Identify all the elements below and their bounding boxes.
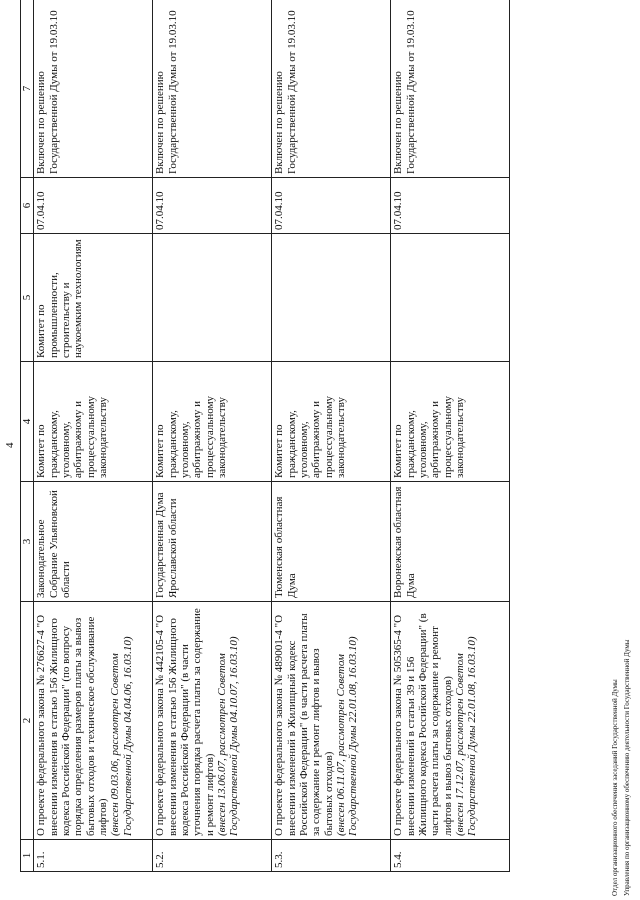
table-row [272,0,391,872]
responsible-committee: Комитет по гражданскому, уголовному, арбитражному и процессуальному законодательству [272,362,391,482]
bill-description [272,602,391,840]
bill-title: О проекте федерального закона № 442105-4 "О внесении изменения в статью 156 Жилищного кодекса Российской Федерации" (в части уточнения порядка расчета платы за содержание и ремонт лифтов) [154,608,216,836]
responsible-committee: Комитет по гражданскому, уголовному, арбитражному и процессуальному законодательству [391,362,510,482]
legislative-subject: Тюменская областная Дума [272,482,391,602]
deadline-date: 07.04.10 [391,178,510,234]
bills-table [20,0,510,872]
table-row [391,0,510,872]
bill-description [391,602,510,840]
bill-title: О проекте федерального закона № 505365-4 "О внесении изменений в статьи 39 и 156 Жилищного кодекса Российской Федерации" (в части расчета платы за содержание и ремонт лифтов и вывоз бытовых отходов) [392,613,454,836]
footer-department: Отдел организационного обеспечения заседаний Государственной Думы [611,679,619,896]
bill-history: (внесен 13.06.07, рассмотрен Советом Государственной Думы 04.10.07, 16.03.10) [215,636,241,836]
bill-history: (внесен 17.12.07, рассмотрен Советом Государственной Думы 22.01.08, 16.03.10) [453,636,479,836]
deadline-date: 07.04.10 [153,178,272,234]
footer-directorate: Управления по организационному обеспечению деятельности Государственной Думы [623,639,631,896]
bill-description [153,602,272,840]
inclusion-status: Включен по решению Государственной Думы от 19.03.10 [391,0,510,178]
co-executor-committee [272,234,391,362]
legislative-subject: Государственная Дума Ярославской области [153,482,272,602]
bill-title: О проекте федерального закона № 489001-4 "О внесении изменений в Жилищный кодекс Российской Федерации" (в части расчета платы за содержание и ремонт лифтов и вывоз бытовых отходов) [273,613,335,836]
column-header: 1 [21,840,34,872]
co-executor-committee: Комитет по промышленности, строительству и наукоемким технологиям [34,234,153,362]
co-executor-committee [153,234,272,362]
table-row [153,0,272,872]
column-header: 3 [21,482,34,602]
header-row [21,0,34,872]
inclusion-status: Включен по решению Государственной Думы от 19.03.10 [272,0,391,178]
co-executor-committee [391,234,510,362]
bill-history: (внесен 06.11.07, рассмотрен Советом Государственной Думы 22.01.08, 16.03.10) [334,636,360,836]
bill-title: О проекте федерального закона № 276627-4 "О внесении изменения в статью 156 Жилищного кодекса Российской Федерации" (по вопросу порядка определения размеров платы за вывоз бытовых отходов и техническое обслуживание лифтов) [35,614,109,836]
column-header: 5 [21,234,34,362]
row-number: 5.4. [391,840,510,872]
row-number: 5.1. [34,840,153,872]
bill-history: (внесен 09.03.06, рассмотрен Советом Государственной Думы 04.04.06, 16.03.10) [109,636,134,836]
inclusion-status: Включен по решению Государственной Думы от 19.03.10 [34,0,153,178]
inclusion-status: Включен по решению Государственной Думы от 19.03.10 [153,0,272,178]
table-row [34,0,153,872]
row-number: 5.3. [272,840,391,872]
column-header: 4 [21,362,34,482]
legislative-subject: Законодательное Собрание Ульяновской области [34,482,153,602]
bill-description [34,602,153,840]
row-number: 5.2. [153,840,272,872]
page-number: 4 [4,442,16,448]
responsible-committee: Комитет по гражданскому, уголовному, арбитражному и процессуальному законодательству [34,362,153,482]
deadline-date: 07.04.10 [34,178,153,234]
column-header: 6 [21,178,34,234]
legislative-subject: Воронежская областная Дума [391,482,510,602]
column-header: 2 [21,602,34,840]
column-header: 7 [21,0,34,178]
responsible-committee: Комитет по гражданскому, уголовному, арбитражному и процессуальному законодательству [153,362,272,482]
deadline-date: 07.04.10 [272,178,391,234]
